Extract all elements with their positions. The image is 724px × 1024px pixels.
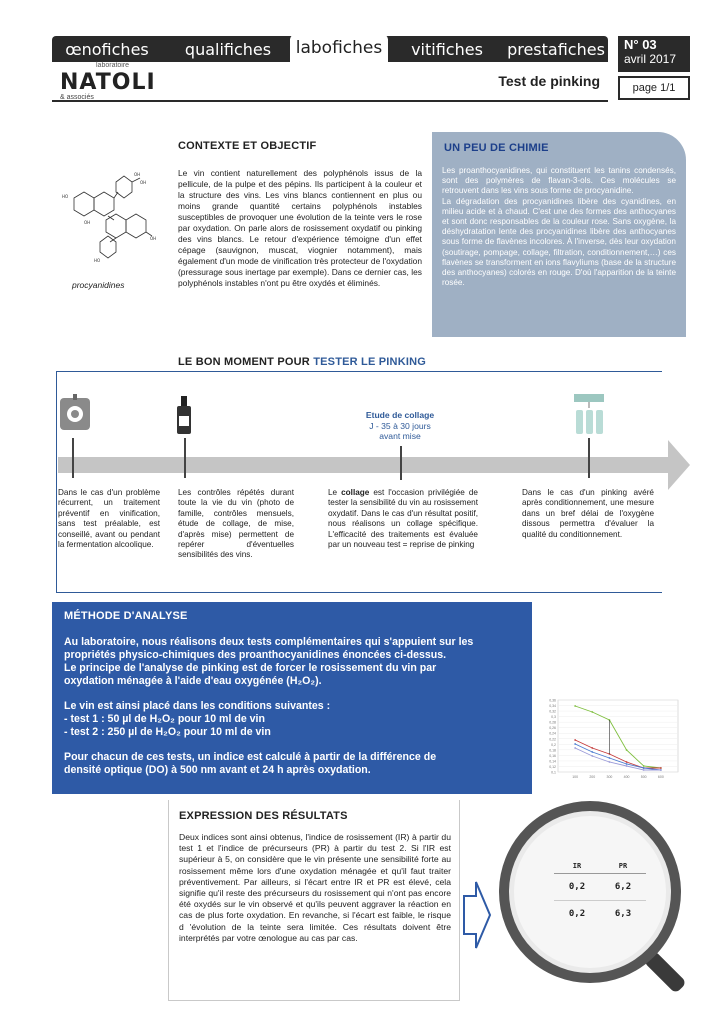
- chart-ytick-label: 0,3: [551, 715, 556, 720]
- timeline-tick-4: [588, 438, 590, 478]
- tab-vitifiches[interactable]: vitifiches: [411, 40, 483, 59]
- results-table: [554, 862, 646, 927]
- chart-ytick-label: 0,26: [549, 726, 556, 731]
- tab-qualifiches[interactable]: qualifiches: [184, 40, 272, 59]
- table-row: [554, 874, 646, 901]
- chart-point: [574, 705, 576, 707]
- chart-ytick-label: 0,16: [549, 753, 556, 758]
- method-text: [64, 636, 526, 777]
- method-line-4: oxydation ménagée à l'aide d'eau oxygénée (H₂O₂).: [64, 675, 322, 687]
- timeline-step-3: [328, 488, 478, 550]
- svg-text:HO: HO: [62, 194, 69, 199]
- chart-xtick-label: 600: [657, 775, 664, 779]
- timeline-step-3-a: Le: [328, 488, 342, 497]
- method-heading: MÉTHODE D'ANALYSE: [64, 610, 188, 622]
- results-text: Deux indices sont ainsi obtenus, l'indice de rosissement (IR) à partir du test 1 et l'indice de précurseurs (PR) à partir du test 2. Si l'IR est supérieur à 5, on considère que le vin présente une sensibilité forte au rosissement même lors d'une oxydation ménagée et qu'il faut traiter préventivement. Par ailleurs, si l'écart entre IR et PR est élevé, cela signifie qu'il reste des précurseurs du rosissement qui n'ont pas encore été oxydés sur le vin observé et qu'ils peuvent aggraver la réaction en cas de plus forte oxydation. En revanche, si l'écart est faible, le risque d 'évolution de la teinte sera limitée. Ces résultats doivent être interprétés par votre œnologue au cas par cas.: [179, 832, 451, 943]
- results-cell: 0,2: [568, 909, 586, 919]
- results-table-header-pr: PR: [618, 862, 628, 870]
- chart-ytick-label: 0,24: [549, 731, 556, 736]
- method-line-2: propriétés physico-chimiques des proanthocyanidines énoncées ci-dessus.: [64, 649, 447, 661]
- chemistry-paragraph-1: Les proanthocyanidines, qui constituent les tanins condensés, sont des polymères de flavan-3-ols. Ces molécules se retrouvent dans les vins sous forme de procyanidine.: [442, 166, 676, 196]
- chart-point: [574, 739, 576, 741]
- method-line-7: - test 2 : 250 µl de H₂O₂ pour 10 ml de vin: [64, 726, 271, 738]
- header-rule: [52, 100, 608, 102]
- collage-label-sub: avant mise: [379, 431, 421, 441]
- timeline-step-4: Dans le cas d'un pinking avéré après conditionnement, une mesure dans un bref délai de l'oxygène dissous permettra d'évaluer la qualité du conditionnement.: [522, 488, 654, 539]
- fermentation-tank-icon: [58, 394, 92, 434]
- tab-prestafiches[interactable]: prestafiches: [507, 40, 605, 59]
- chart-point: [574, 747, 576, 749]
- chart-ytick-label: 0,32: [549, 709, 556, 714]
- chart-ytick-label: 0,28: [549, 720, 556, 725]
- method-line-8: Pour chacun de ces tests, un indice est calculé à partir de la différence de: [64, 751, 437, 763]
- timeline-tick-2: [184, 438, 186, 478]
- issue-date: avril 2017: [624, 52, 677, 66]
- nav-tabbar: [52, 36, 608, 62]
- chart-ytick-label: 0,1: [551, 770, 556, 775]
- chart-point: [626, 763, 628, 765]
- molecule-caption: procyanidines: [72, 280, 125, 290]
- procyanidin-molecule-icon: [54, 168, 164, 268]
- chart-ytick-label: 0,36: [549, 698, 556, 703]
- logo-top-text: laboratoire: [96, 62, 130, 69]
- results-table-header: [554, 862, 646, 874]
- results-table-header-ir: IR: [572, 862, 582, 870]
- chemistry-heading: UN PEU DE CHIMIE: [444, 142, 549, 154]
- doc-title: Test de pinking: [498, 73, 600, 89]
- results-box: [168, 800, 460, 1001]
- context-heading: CONTEXTE ET OBJECTIF: [178, 140, 317, 152]
- chart-xtick-label: 300: [606, 775, 613, 779]
- timeline-frame-top: [56, 371, 662, 372]
- timeline-heading-part2: TESTER LE PINKING: [313, 356, 427, 368]
- chart-ytick-label: 0,34: [549, 704, 556, 709]
- results-cell: 6,2: [614, 882, 632, 892]
- chart-ytick-label: 0,22: [549, 737, 556, 742]
- svg-text:OH: OH: [84, 220, 91, 225]
- chemistry-box: [432, 132, 686, 337]
- logo-bottom-text: & associés: [60, 94, 94, 101]
- results-arrow-icon: [462, 880, 492, 950]
- chart-point: [643, 769, 645, 771]
- method-box: [52, 602, 532, 794]
- results-cell: 6,3: [614, 909, 632, 919]
- chart-point: [591, 747, 593, 749]
- method-line-5: Le vin est ainsi placé dans les conditions suivantes :: [64, 700, 331, 712]
- filling-machine-icon: [572, 392, 606, 438]
- svg-text:OH: OH: [140, 180, 147, 185]
- chart-xtick-label: 100: [572, 775, 579, 779]
- table-row: [554, 901, 646, 927]
- tab-labofiches[interactable]: labofiches: [290, 34, 388, 62]
- timeline-step-1: Dans le cas d'un problème récurrent, un traitement préventif en vinification, sans test préalable, est conseillé, avant ou pendant la fermentation alcoolique.: [58, 488, 160, 550]
- timeline-step-2: Les contrôles répétés durant toute la vie du vin (photo de famille, contrôles mensuels, étude de collage, de mise, d'après mise) permettent de repérer d'éventuelles sensibilités des vins.: [178, 488, 294, 560]
- chart-point: [626, 761, 628, 763]
- chart-ytick-label: 0,12: [549, 764, 556, 769]
- tab-oenofiches[interactable]: œnofiches: [65, 40, 149, 59]
- issue-box: [618, 36, 690, 72]
- method-line-6: - test 1 : 50 µl de H₂O₂ pour 10 ml de vin: [64, 713, 265, 725]
- timeline-tick-1: [72, 438, 74, 478]
- timeline-frame-left: [56, 371, 57, 592]
- chart-point: [643, 765, 645, 767]
- chart-point: [591, 711, 593, 713]
- chart-ytick-label: 0,18: [549, 748, 556, 753]
- results-heading: EXPRESSION DES RÉSULTATS: [179, 810, 348, 822]
- chemistry-text: [442, 166, 676, 288]
- timeline-heading-part1: LE BON MOMENT POUR: [178, 356, 314, 368]
- timeline-tick-3: [400, 446, 402, 480]
- svg-text:HO: HO: [94, 258, 101, 263]
- chart-xtick-label: 400: [623, 775, 630, 779]
- logo: NATOLI: [60, 70, 156, 95]
- collage-label-title: Etude de collage: [365, 410, 435, 420]
- chart-point: [643, 767, 645, 769]
- chart-ytick-label: 0,2: [551, 742, 556, 747]
- timeline-step-3-c: est l'occasion privilégiée de tester la sensibilité du vin au rosissement oxydatif. Dans le cas d'un résultat positif, nous réalisons un collage spécifique. L'efficacité des traitements est évaluée par un nouveau test = reprise de pinking: [328, 488, 478, 550]
- method-line-1: Au laboratoire, nous réalisons deux tests complémentaires qui s'appuient sur les: [64, 636, 474, 648]
- chart-xtick-label: 200: [589, 775, 596, 779]
- collage-label: [340, 410, 460, 442]
- chart-point: [626, 749, 628, 751]
- timeline-frame-bottom: [56, 592, 662, 593]
- results-cell: 0,2: [568, 882, 586, 892]
- chart-ytick-label: 0,14: [549, 759, 556, 764]
- timeline-heading: [178, 356, 426, 368]
- chart-point: [626, 765, 628, 767]
- context-text: Le vin contient naturellement des polyphénols issus de la pellicule, de la pulpe et des pépins. Ils participent à la couleur et la structure des vins. Les vins blancs contiennent en plus ou moins grande quantité certains polyphénols instables susceptibles de provoquer une évolution de la teinte vers le rose par oxydation. On parle alors de rosissement oxydatif ou pinking des vins blancs. Le retour d'expérience témoigne d'un effet cépage (sauvignon, muscat, viognier notamment), mais également d'un mode de vinification très protecteur de l'oxydation (pressurage sous inertage par exemple). Dans ce dernier cas, les polyphénols instables n'ont pu être oxydés et éliminés.: [178, 168, 422, 288]
- chart-point: [591, 755, 593, 757]
- chart-point: [609, 761, 611, 763]
- chart-point: [591, 751, 593, 753]
- timeline-step-3-bold: collage: [341, 488, 370, 497]
- chart-point: [574, 743, 576, 745]
- collage-label-days: J - 35 à 30 jours: [369, 420, 431, 431]
- chemistry-paragraph-2: La dégradation des procyanidines libère des cyanidines, en milieu acide et à chaud. C'est une des formes des anthocyanes et sont donc responsables de la couleur rose. Sans oxygène, la déshydratation lente des procyanidines libère des anthocyanes sous forme de flavènes incolores. À l'inverse, dès leur oxydation (soutirage, pompage, collage, filtration, conditionnement,…) ces flavènes se transforment en ions flavyliums (base de la structure des anthocyanes) colorés en rouge. D'où l'apparition de la teinte rosée.: [442, 196, 676, 288]
- timeline-arrow: [58, 438, 690, 492]
- method-line-9: densité optique (DO) à 500 nm avant et 24 h après oxydation.: [64, 764, 371, 776]
- wine-bottle-icon: [172, 396, 196, 436]
- chart-point: [660, 769, 662, 771]
- chart-point: [660, 767, 662, 769]
- issue-number: N° 03: [624, 37, 657, 52]
- page-indicator: page 1/1: [618, 76, 690, 100]
- absorbance-chart: [538, 694, 688, 784]
- method-line-3: Le principe de l'analyse de pinking est de forcer le rosissement du vin par: [64, 662, 437, 674]
- svg-text:OH: OH: [134, 172, 141, 177]
- svg-text:OH: OH: [150, 236, 157, 241]
- chart-point: [609, 757, 611, 759]
- chart-xtick-label: 500: [640, 775, 647, 779]
